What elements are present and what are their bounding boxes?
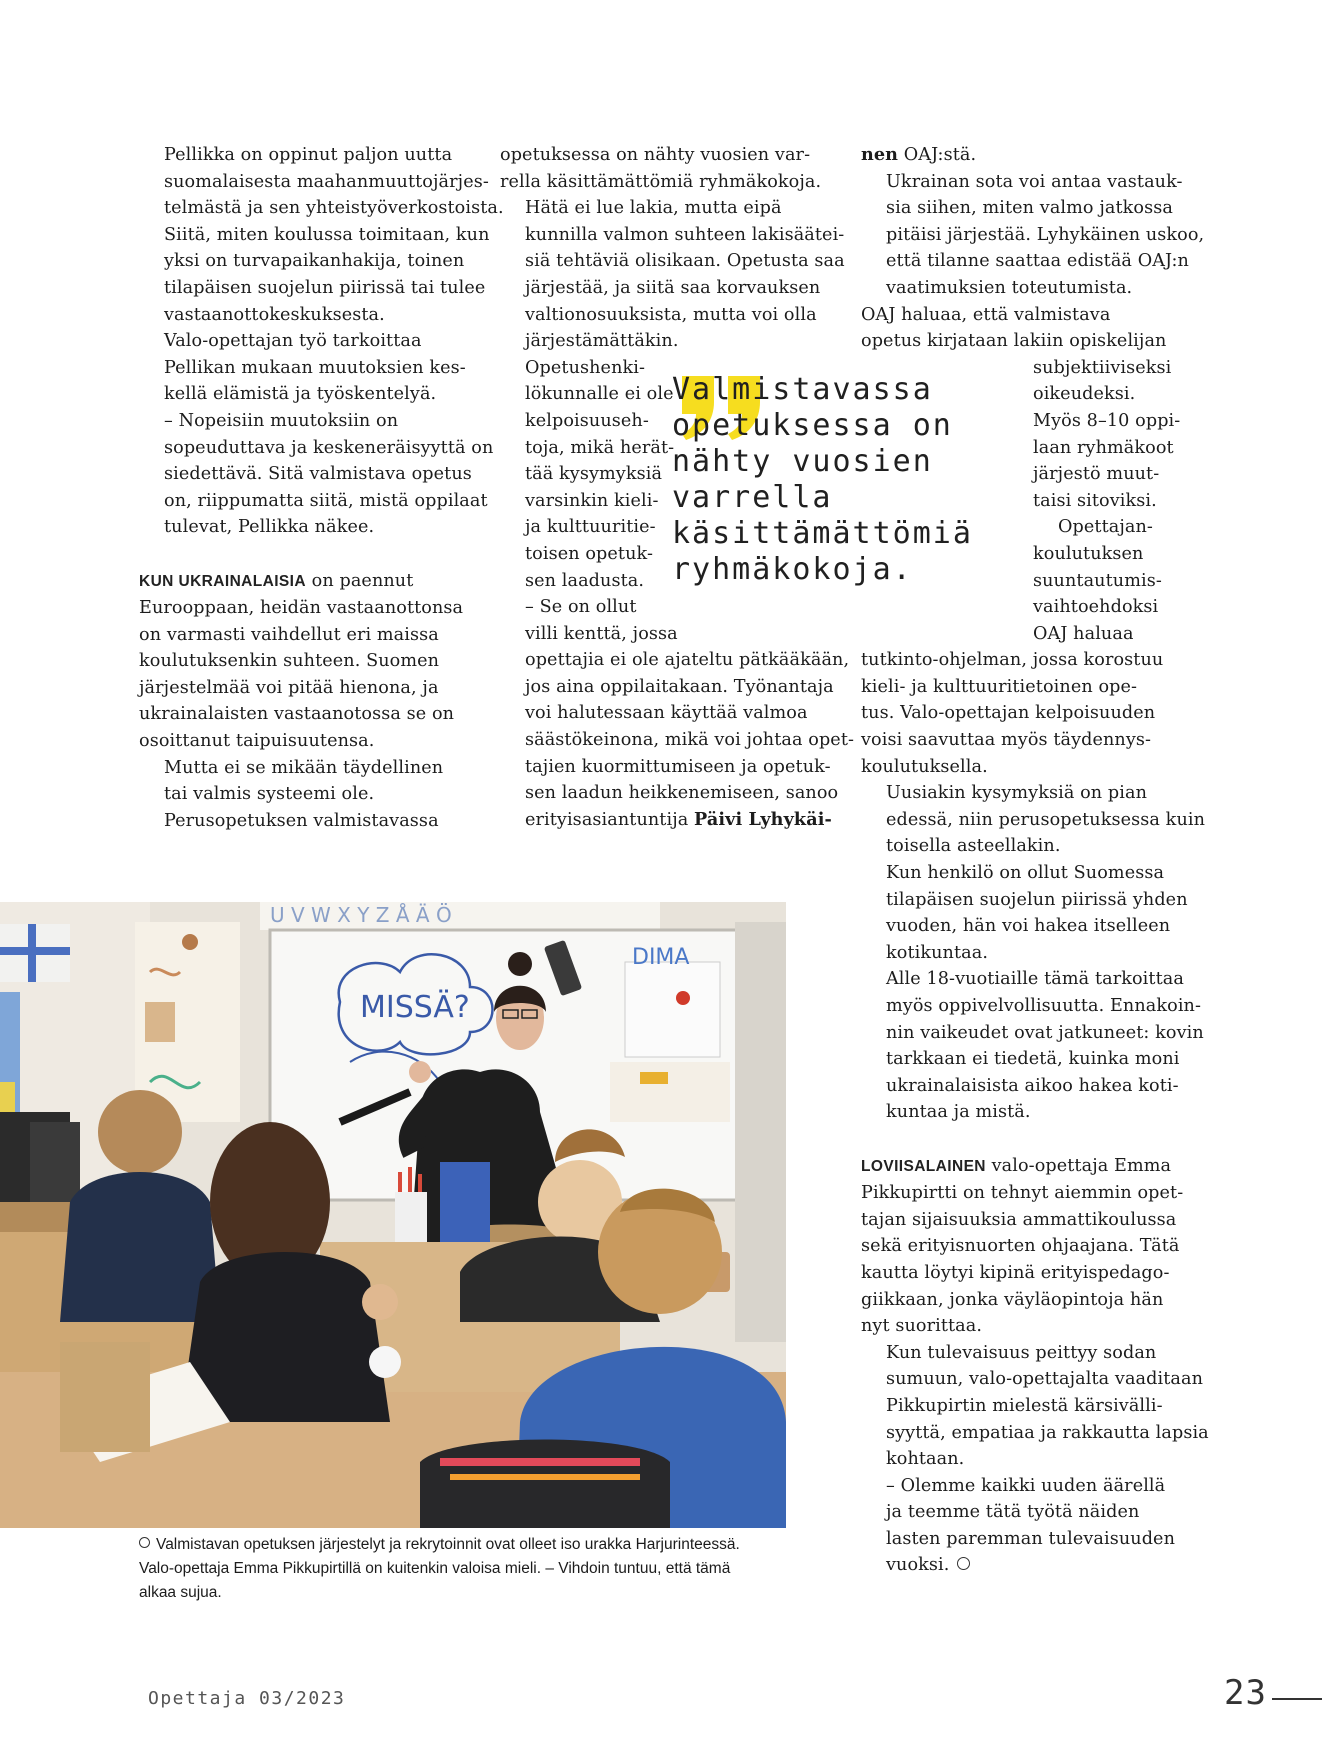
photo-caption <box>139 1533 789 1605</box>
pull-quote-line: varrella <box>672 480 833 515</box>
page-number: 23 <box>1224 1673 1267 1713</box>
paragraph: – Olemme kaikki uuden äärellä ja teemme tätä työtä näiden lasten paremman tulevaisuuden vuoksi. <box>886 1475 1175 1576</box>
caption-line: alkaa sujua. <box>139 1584 222 1601</box>
paragraph: Hätä ei lue lakia, mutta eipä kunnilla valmon suhteen lakisäätei- siä tehtäviä olisikaan. Opetusta saa järjestää, ja siitä saa korvauksen valtionosuuksista, mutta voi olla järjestämättäkin. <box>525 198 845 352</box>
pull-quote-line: käsittämättömiä <box>672 516 973 551</box>
section-lead: KUN UKRAINALAISIA <box>139 572 306 590</box>
paragraph: Kun tulevaisuus peittyy sodan sumuun, valo-opettajalta vaaditaan Pikkupirtin mielestä kärsivälli- syyttä, empatiaa ja rakkautta lapsia kohtaan. <box>886 1342 1209 1470</box>
paragraph: Perusopetuksen valmistavassa <box>164 810 439 831</box>
svg-text:U V W X Y Z Å Ä Ö: U V W X Y Z Å Ä Ö <box>270 903 452 927</box>
person-name: nen <box>861 144 899 165</box>
caption-line: Valmistavan opetuksen järjestelyt ja rekrytoinnit ovat olleet iso urakka Harjurinteessä. <box>139 1533 789 1557</box>
end-mark-icon <box>957 1557 970 1570</box>
pull-quote <box>672 372 1012 588</box>
pull-quote-line: ryhmäkokoja. <box>672 552 913 587</box>
svg-text:MISSÄ?: MISSÄ? <box>360 990 470 1025</box>
paragraph: Ukrainan sota voi antaa vastauk- sia siihen, miten valmo jatkossa pitäisi järjestää. Lyhykäinen uskoo, että tilanne saattaa edistää OAJ:n vaatimuksien toteutumista. <box>886 171 1205 298</box>
caption-bullet-icon <box>139 1537 150 1548</box>
paragraph: Kun henkilö on ollut Suomessa tilapäisen suojelun piirissä yhden vuoden, hän voi hakea itselleen kotikuntaa. <box>886 863 1188 963</box>
paragraph: Uusiakin kysymyksiä on pian edessä, niin perusopetuksessa kuin toisella asteellakin. <box>886 783 1206 857</box>
person-name: Päivi Lyhykäi- <box>694 808 832 830</box>
paragraph: Valo-opettajan työ tarkoittaa Pellikan mukaan muutoksien kes- kellä elämistä ja työskentelyä. <box>164 331 466 405</box>
footer-rule <box>1272 1698 1322 1700</box>
section-paragraph: LOVIISALAINEN valo-opettaja Emma Pikkupirtti on tehnyt aiemmin opet- tajan sijaisuuksia ammattikoulussa sekä erityisnuorten ohjaajana. Tätä kautta löytyi kipinä erityispedago- giikkaan, jonka väyläopintoja hän nyt suorittaa. <box>861 1155 1184 1337</box>
paragraph: opetuksessa on nähty vuosien var- rella käsittämättömiä ryhmäkokoja. <box>500 145 822 192</box>
section-paragraph: KUN UKRAINALAISIA on paennut Eurooppaan, heidän vastaanottonsa on varmasti vaihdellut eri maissa koulutuksenkin suhteen. Suomen järjestelmää voi pitää hienona, ja ukrainalaisten vastaanotossa se on osoittanut taipuisuutensa. <box>139 570 464 752</box>
caption-line: Valo-opettaja Emma Pikkupirtillä on kuitenkin valoisa mieli. – Vihdoin tuntuu, että tämä <box>139 1560 731 1577</box>
paragraph: OAJ haluaa, että valmistava opetus kirjataan lakiin opiskelijan subjektiiviseksi oikeudeksi. Myös 8–10 oppi- laan ryhmäkoot järjestö muut- taisi sitoviksi. <box>861 304 1181 511</box>
classroom-photo <box>0 902 786 1528</box>
paragraph: nen OAJ:stä. <box>861 144 977 165</box>
classroom-illustration <box>0 902 786 1528</box>
paragraph: – Se on ollut villi kenttä, jossa opettajia ei ole ajateltu pätkääkään, jos aina oppilaitakaan. Työnantaja voi halutessaan käyttää valmoa säästökeinona, mikä voi johtaa opet- tajien kuormittumiseen ja opetuk- sen laadun heikkenemiseen, sanoo erityisasiantuntija Päivi Lyhykäi- <box>525 597 855 830</box>
paragraph: – Nopeisiin muutoksiin on sopeuduttava ja keskeneräisyyttä on siedettävä. Sitä valmistava opetus on, riippumatta siitä, mistä oppilaat tulevat, Pellikka näkee. <box>164 410 494 538</box>
article-column-3 <box>861 142 1209 1579</box>
paragraph: Opettajan- koulutuksen suuntautumis- vaihtoehdoksi OAJ haluaa tutkinto-ohjelman, jossa korostuu kieli- ja kulttuuritietoinen ope- tus. Valo-opettajan kelpoisuuden voisi saavuttaa myös täydennys- koulutuksella. <box>861 517 1164 777</box>
paragraph: Opetushenki- lökunnalle ei ole kelpoisuuseh- toja, mikä herät- tää kysymyksiä varsinkin kieli- ja kulttuuritie- toisen opetuk- sen laadusta. <box>525 357 675 591</box>
publication-name: Opettaja 03/2023 <box>148 1688 346 1709</box>
paragraph: Alle 18-vuotiaille tämä tarkoittaa myös oppivelvollisuutta. Ennakoin- nin vaikeudet ovat jatkuneet: kovin tarkkaan ei tiedetä, kuinka moni ukrainalaisista aikoo hakea koti- kuntaa ja mistä. <box>886 969 1204 1123</box>
article-column-1 <box>139 142 504 834</box>
paragraph: Pellikka on oppinut paljon uutta suomalaisesta maahanmuuttojärjes- telmästä ja sen yhteistyöverkostoista. Siitä, miten koulussa toimitaan, kun yksi on turvapaikanhakija, toinen tilapäisen suojelun piirissä tai tulee vastaanottokeskuksesta. <box>164 145 504 325</box>
pull-quote-line: opetuksessa on <box>672 408 953 443</box>
pull-quote-line: Valmistavassa <box>672 372 933 407</box>
paragraph: Mutta ei se mikään täydellinen tai valmis systeemi ole. <box>164 757 444 805</box>
svg-text:DIMA: DIMA <box>632 945 690 970</box>
pull-quote-line: nähty vuosien <box>672 444 933 479</box>
section-lead: LOVIISALAINEN <box>861 1157 986 1175</box>
